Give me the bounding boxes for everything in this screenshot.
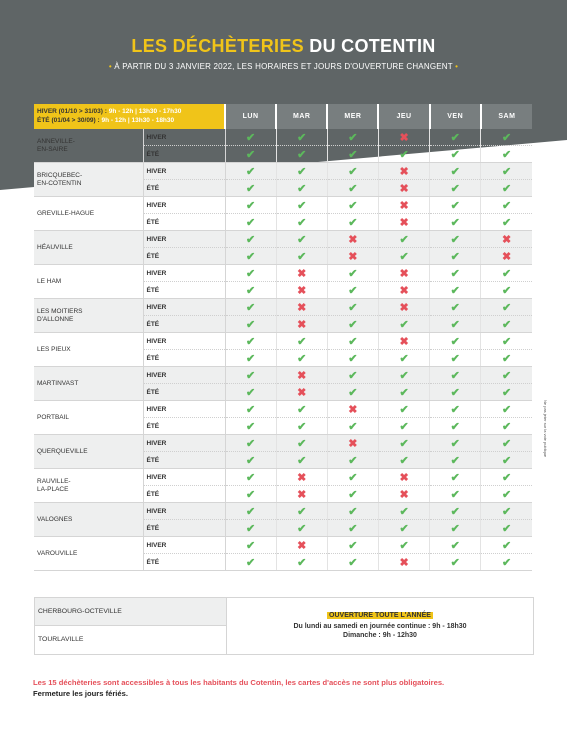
- check-icon: ✔: [378, 384, 429, 401]
- cross-icon: ✖: [378, 554, 429, 571]
- season-label: HIVER: [143, 163, 225, 180]
- check-icon: ✔: [276, 231, 327, 248]
- check-icon: ✔: [378, 248, 429, 265]
- check-icon: ✔: [481, 163, 532, 180]
- check-icon: ✔: [276, 503, 327, 520]
- season-label: HIVER: [143, 197, 225, 214]
- table-row: [34, 435, 532, 452]
- check-icon: ✔: [225, 469, 276, 486]
- check-icon: ✔: [430, 469, 481, 486]
- check-icon: ✔: [225, 435, 276, 452]
- site-name: GREVILLE-HAGUE: [34, 197, 143, 231]
- check-icon: ✔: [276, 418, 327, 435]
- check-icon: ✔: [481, 435, 532, 452]
- check-icon: ✔: [430, 197, 481, 214]
- check-icon: ✔: [430, 486, 481, 503]
- day-header: LUN: [225, 104, 276, 129]
- check-icon: ✔: [430, 537, 481, 554]
- check-icon: ✔: [481, 299, 532, 316]
- check-icon: ✔: [327, 350, 378, 367]
- site-name: RAUVILLE- LA-PLACE: [34, 469, 143, 503]
- season-label: ÉTÉ: [143, 520, 225, 537]
- season-label: HIVER: [143, 333, 225, 350]
- check-icon: ✔: [225, 197, 276, 214]
- check-icon: ✔: [378, 520, 429, 537]
- check-icon: ✔: [225, 418, 276, 435]
- check-icon: ✔: [276, 248, 327, 265]
- check-icon: ✔: [276, 435, 327, 452]
- cross-icon: ✖: [378, 299, 429, 316]
- check-icon: ✔: [378, 350, 429, 367]
- season-label: ÉTÉ: [143, 316, 225, 333]
- table-row: [34, 299, 532, 316]
- check-icon: ✔: [481, 537, 532, 554]
- site-name: LES MOITIERS D'ALLONNE: [34, 299, 143, 333]
- page-subtitle: [0, 62, 567, 71]
- season-label: HIVER: [143, 469, 225, 486]
- check-icon: ✔: [481, 316, 532, 333]
- table-header-row: [34, 104, 532, 129]
- cross-icon: ✖: [276, 265, 327, 282]
- site-name: MARTINVAST: [34, 367, 143, 401]
- site-name: LES PIEUX: [34, 333, 143, 367]
- table-row: [34, 163, 532, 180]
- year-round-sites: [35, 598, 227, 654]
- check-icon: ✔: [430, 282, 481, 299]
- check-icon: ✔: [327, 180, 378, 197]
- check-icon: ✔: [225, 503, 276, 520]
- check-icon: ✔: [276, 163, 327, 180]
- cross-icon: ✖: [276, 367, 327, 384]
- title-part-2: DU COTENTIN: [309, 36, 436, 56]
- season-label: ÉTÉ: [143, 248, 225, 265]
- check-icon: ✔: [327, 418, 378, 435]
- check-icon: ✔: [225, 180, 276, 197]
- year-round-hours: [227, 598, 533, 654]
- check-icon: ✔: [481, 333, 532, 350]
- table-row: [34, 231, 532, 248]
- check-icon: ✔: [430, 316, 481, 333]
- cross-icon: ✖: [327, 248, 378, 265]
- check-icon: ✔: [225, 265, 276, 282]
- cross-icon: ✖: [378, 197, 429, 214]
- check-icon: ✔: [378, 537, 429, 554]
- cross-icon: ✖: [276, 486, 327, 503]
- cross-icon: ✖: [276, 384, 327, 401]
- check-icon: ✔: [225, 452, 276, 469]
- season-label: ÉTÉ: [143, 452, 225, 469]
- check-icon: ✔: [481, 282, 532, 299]
- check-icon: ✔: [276, 197, 327, 214]
- cross-icon: ✖: [378, 214, 429, 231]
- table-row: [34, 265, 532, 282]
- subtitle-text: À PARTIR DU 3 JANVIER 2022, LES HORAIRES ET JOURS D'OUVERTURE CHANGENT: [114, 62, 453, 71]
- season-label: HIVER: [143, 537, 225, 554]
- table-row: [34, 367, 532, 384]
- check-icon: ✔: [430, 231, 481, 248]
- table-row: [34, 197, 532, 214]
- subtitle-bullet-left: •: [108, 62, 112, 71]
- check-icon: ✔: [430, 214, 481, 231]
- table-row: [34, 537, 532, 554]
- cross-icon: ✖: [378, 180, 429, 197]
- check-icon: ✔: [378, 316, 429, 333]
- table-row: [34, 129, 532, 146]
- table-row: [34, 503, 532, 520]
- check-icon: ✔: [276, 214, 327, 231]
- site-name: LE HAM: [34, 265, 143, 299]
- check-icon: ✔: [225, 282, 276, 299]
- check-icon: ✔: [327, 469, 378, 486]
- check-icon: ✔: [327, 537, 378, 554]
- check-icon: ✔: [481, 520, 532, 537]
- day-header: MER: [327, 104, 378, 129]
- season-legend: [34, 104, 225, 129]
- check-icon: ✔: [225, 486, 276, 503]
- schedule-table: [34, 104, 532, 571]
- cross-icon: ✖: [327, 231, 378, 248]
- cross-icon: ✖: [327, 435, 378, 452]
- access-note: Les 15 déchèteries sont accessibles à tous les habitants du Cotentin, les cartes d'accès ne sont plus obligatoires.: [33, 678, 445, 687]
- check-icon: ✔: [276, 554, 327, 571]
- season-label: ÉTÉ: [143, 486, 225, 503]
- check-icon: ✔: [430, 333, 481, 350]
- check-icon: ✔: [327, 554, 378, 571]
- check-icon: ✔: [430, 129, 481, 146]
- check-icon: ✔: [225, 401, 276, 418]
- check-icon: ✔: [327, 214, 378, 231]
- table-row: [34, 469, 532, 486]
- site-name: QUERQUEVILLE: [34, 435, 143, 469]
- check-icon: ✔: [225, 316, 276, 333]
- check-icon: ✔: [225, 129, 276, 146]
- subtitle-bullet-right: •: [455, 62, 459, 71]
- cross-icon: ✖: [276, 469, 327, 486]
- site-name: ANNEVILLE- EN-SAIRE: [34, 129, 143, 163]
- site-name: PORTBAIL: [34, 401, 143, 435]
- check-icon: ✔: [481, 146, 532, 163]
- cross-icon: ✖: [481, 231, 532, 248]
- check-icon: ✔: [481, 554, 532, 571]
- site-name: VALOGNES: [34, 503, 143, 537]
- check-icon: ✔: [276, 350, 327, 367]
- check-icon: ✔: [327, 282, 378, 299]
- year-round-site: CHERBOURG-OCTEVILLE: [35, 598, 226, 626]
- site-name: VAROUVILLE: [34, 537, 143, 571]
- day-header: JEU: [378, 104, 429, 129]
- season-label: ÉTÉ: [143, 384, 225, 401]
- side-disclaimer: Ne pas jeter sur la voie publique: [543, 400, 548, 458]
- check-icon: ✔: [430, 418, 481, 435]
- check-icon: ✔: [327, 486, 378, 503]
- winter-legend-hours: 9h - 12h | 13h30 - 17h30: [108, 108, 182, 115]
- check-icon: ✔: [430, 401, 481, 418]
- check-icon: ✔: [430, 265, 481, 282]
- check-icon: ✔: [430, 146, 481, 163]
- check-icon: ✔: [225, 231, 276, 248]
- check-icon: ✔: [481, 265, 532, 282]
- check-icon: ✔: [481, 214, 532, 231]
- check-icon: ✔: [481, 367, 532, 384]
- year-round-sunday-hours: Dimanche : 9h - 12h30: [343, 632, 417, 639]
- cross-icon: ✖: [378, 333, 429, 350]
- check-icon: ✔: [276, 520, 327, 537]
- check-icon: ✔: [327, 452, 378, 469]
- winter-legend-label: HIVER (01/10 > 31/03) :: [37, 108, 107, 115]
- check-icon: ✔: [481, 452, 532, 469]
- season-label: ÉTÉ: [143, 418, 225, 435]
- check-icon: ✔: [327, 299, 378, 316]
- check-icon: ✔: [327, 197, 378, 214]
- check-icon: ✔: [327, 316, 378, 333]
- check-icon: ✔: [481, 384, 532, 401]
- season-label: HIVER: [143, 367, 225, 384]
- season-label: HIVER: [143, 299, 225, 316]
- season-label: ÉTÉ: [143, 146, 225, 163]
- table-row: [34, 333, 532, 350]
- check-icon: ✔: [327, 163, 378, 180]
- cross-icon: ✖: [378, 486, 429, 503]
- season-label: HIVER: [143, 265, 225, 282]
- check-icon: ✔: [430, 163, 481, 180]
- check-icon: ✔: [430, 452, 481, 469]
- year-round-box: [34, 597, 534, 655]
- check-icon: ✔: [225, 520, 276, 537]
- check-icon: ✔: [225, 367, 276, 384]
- title-part-1: LES DÉCHÈTERIES: [131, 36, 304, 56]
- cross-icon: ✖: [276, 282, 327, 299]
- check-icon: ✔: [225, 146, 276, 163]
- check-icon: ✔: [430, 180, 481, 197]
- check-icon: ✔: [430, 248, 481, 265]
- check-icon: ✔: [481, 197, 532, 214]
- page-title: [0, 36, 567, 57]
- season-label: ÉTÉ: [143, 214, 225, 231]
- check-icon: ✔: [430, 384, 481, 401]
- check-icon: ✔: [481, 469, 532, 486]
- check-icon: ✔: [276, 452, 327, 469]
- check-icon: ✔: [225, 299, 276, 316]
- check-icon: ✔: [378, 503, 429, 520]
- cross-icon: ✖: [481, 248, 532, 265]
- site-name: BRICQUEBEC- EN-COTENTIN: [34, 163, 143, 197]
- check-icon: ✔: [378, 367, 429, 384]
- holiday-note: Fermeture les jours fériés.: [33, 689, 128, 698]
- check-icon: ✔: [327, 146, 378, 163]
- check-icon: ✔: [430, 435, 481, 452]
- check-icon: ✔: [430, 367, 481, 384]
- season-label: ÉTÉ: [143, 180, 225, 197]
- season-label: HIVER: [143, 435, 225, 452]
- check-icon: ✔: [481, 418, 532, 435]
- check-icon: ✔: [225, 333, 276, 350]
- year-round-weekday-hours: Du lundi au samedi en journée continue : 9h - 18h30: [293, 623, 467, 630]
- check-icon: ✔: [327, 384, 378, 401]
- check-icon: ✔: [225, 384, 276, 401]
- check-icon: ✔: [327, 333, 378, 350]
- day-header: VEN: [430, 104, 481, 129]
- check-icon: ✔: [225, 248, 276, 265]
- day-header: SAM: [481, 104, 532, 129]
- check-icon: ✔: [481, 350, 532, 367]
- check-icon: ✔: [481, 486, 532, 503]
- check-icon: ✔: [378, 418, 429, 435]
- check-icon: ✔: [430, 350, 481, 367]
- season-label: HIVER: [143, 503, 225, 520]
- cross-icon: ✖: [327, 401, 378, 418]
- day-header: MAR: [276, 104, 327, 129]
- check-icon: ✔: [378, 231, 429, 248]
- cross-icon: ✖: [276, 537, 327, 554]
- cross-icon: ✖: [378, 265, 429, 282]
- check-icon: ✔: [327, 265, 378, 282]
- check-icon: ✔: [327, 129, 378, 146]
- check-icon: ✔: [276, 146, 327, 163]
- table-row: [34, 401, 532, 418]
- check-icon: ✔: [276, 401, 327, 418]
- check-icon: ✔: [378, 401, 429, 418]
- season-label: HIVER: [143, 401, 225, 418]
- year-round-site: TOURLAVILLE: [38, 636, 84, 643]
- cross-icon: ✖: [378, 282, 429, 299]
- check-icon: ✔: [327, 503, 378, 520]
- cross-icon: ✖: [276, 299, 327, 316]
- summer-legend-label: ÉTÉ (01/04 > 30/09) :: [37, 116, 100, 124]
- check-icon: ✔: [225, 350, 276, 367]
- site-name: HÉAUVILLE: [34, 231, 143, 265]
- check-icon: ✔: [481, 401, 532, 418]
- check-icon: ✔: [430, 554, 481, 571]
- check-icon: ✔: [327, 520, 378, 537]
- cross-icon: ✖: [378, 469, 429, 486]
- check-icon: ✔: [276, 333, 327, 350]
- check-icon: ✔: [276, 129, 327, 146]
- check-icon: ✔: [327, 367, 378, 384]
- check-icon: ✔: [481, 129, 532, 146]
- season-label: ÉTÉ: [143, 554, 225, 571]
- season-label: HIVER: [143, 231, 225, 248]
- season-label: ÉTÉ: [143, 350, 225, 367]
- check-icon: ✔: [430, 520, 481, 537]
- check-icon: ✔: [378, 452, 429, 469]
- check-icon: ✔: [225, 163, 276, 180]
- check-icon: ✔: [481, 503, 532, 520]
- schedule-body: [34, 129, 532, 571]
- check-icon: ✔: [225, 554, 276, 571]
- check-icon: ✔: [225, 537, 276, 554]
- cross-icon: ✖: [378, 163, 429, 180]
- check-icon: ✔: [481, 180, 532, 197]
- check-icon: ✔: [276, 180, 327, 197]
- check-icon: ✔: [378, 146, 429, 163]
- check-icon: ✔: [225, 214, 276, 231]
- summer-legend-hours: 9h - 12h | 13h30 - 18h30: [101, 116, 175, 124]
- season-label: HIVER: [143, 129, 225, 146]
- cross-icon: ✖: [276, 316, 327, 333]
- check-icon: ✔: [378, 435, 429, 452]
- season-label: ÉTÉ: [143, 282, 225, 299]
- check-icon: ✔: [430, 299, 481, 316]
- check-icon: ✔: [430, 503, 481, 520]
- year-round-badge: OUVERTURE TOUTE L'ANNÉE: [329, 612, 431, 619]
- cross-icon: ✖: [378, 129, 429, 146]
